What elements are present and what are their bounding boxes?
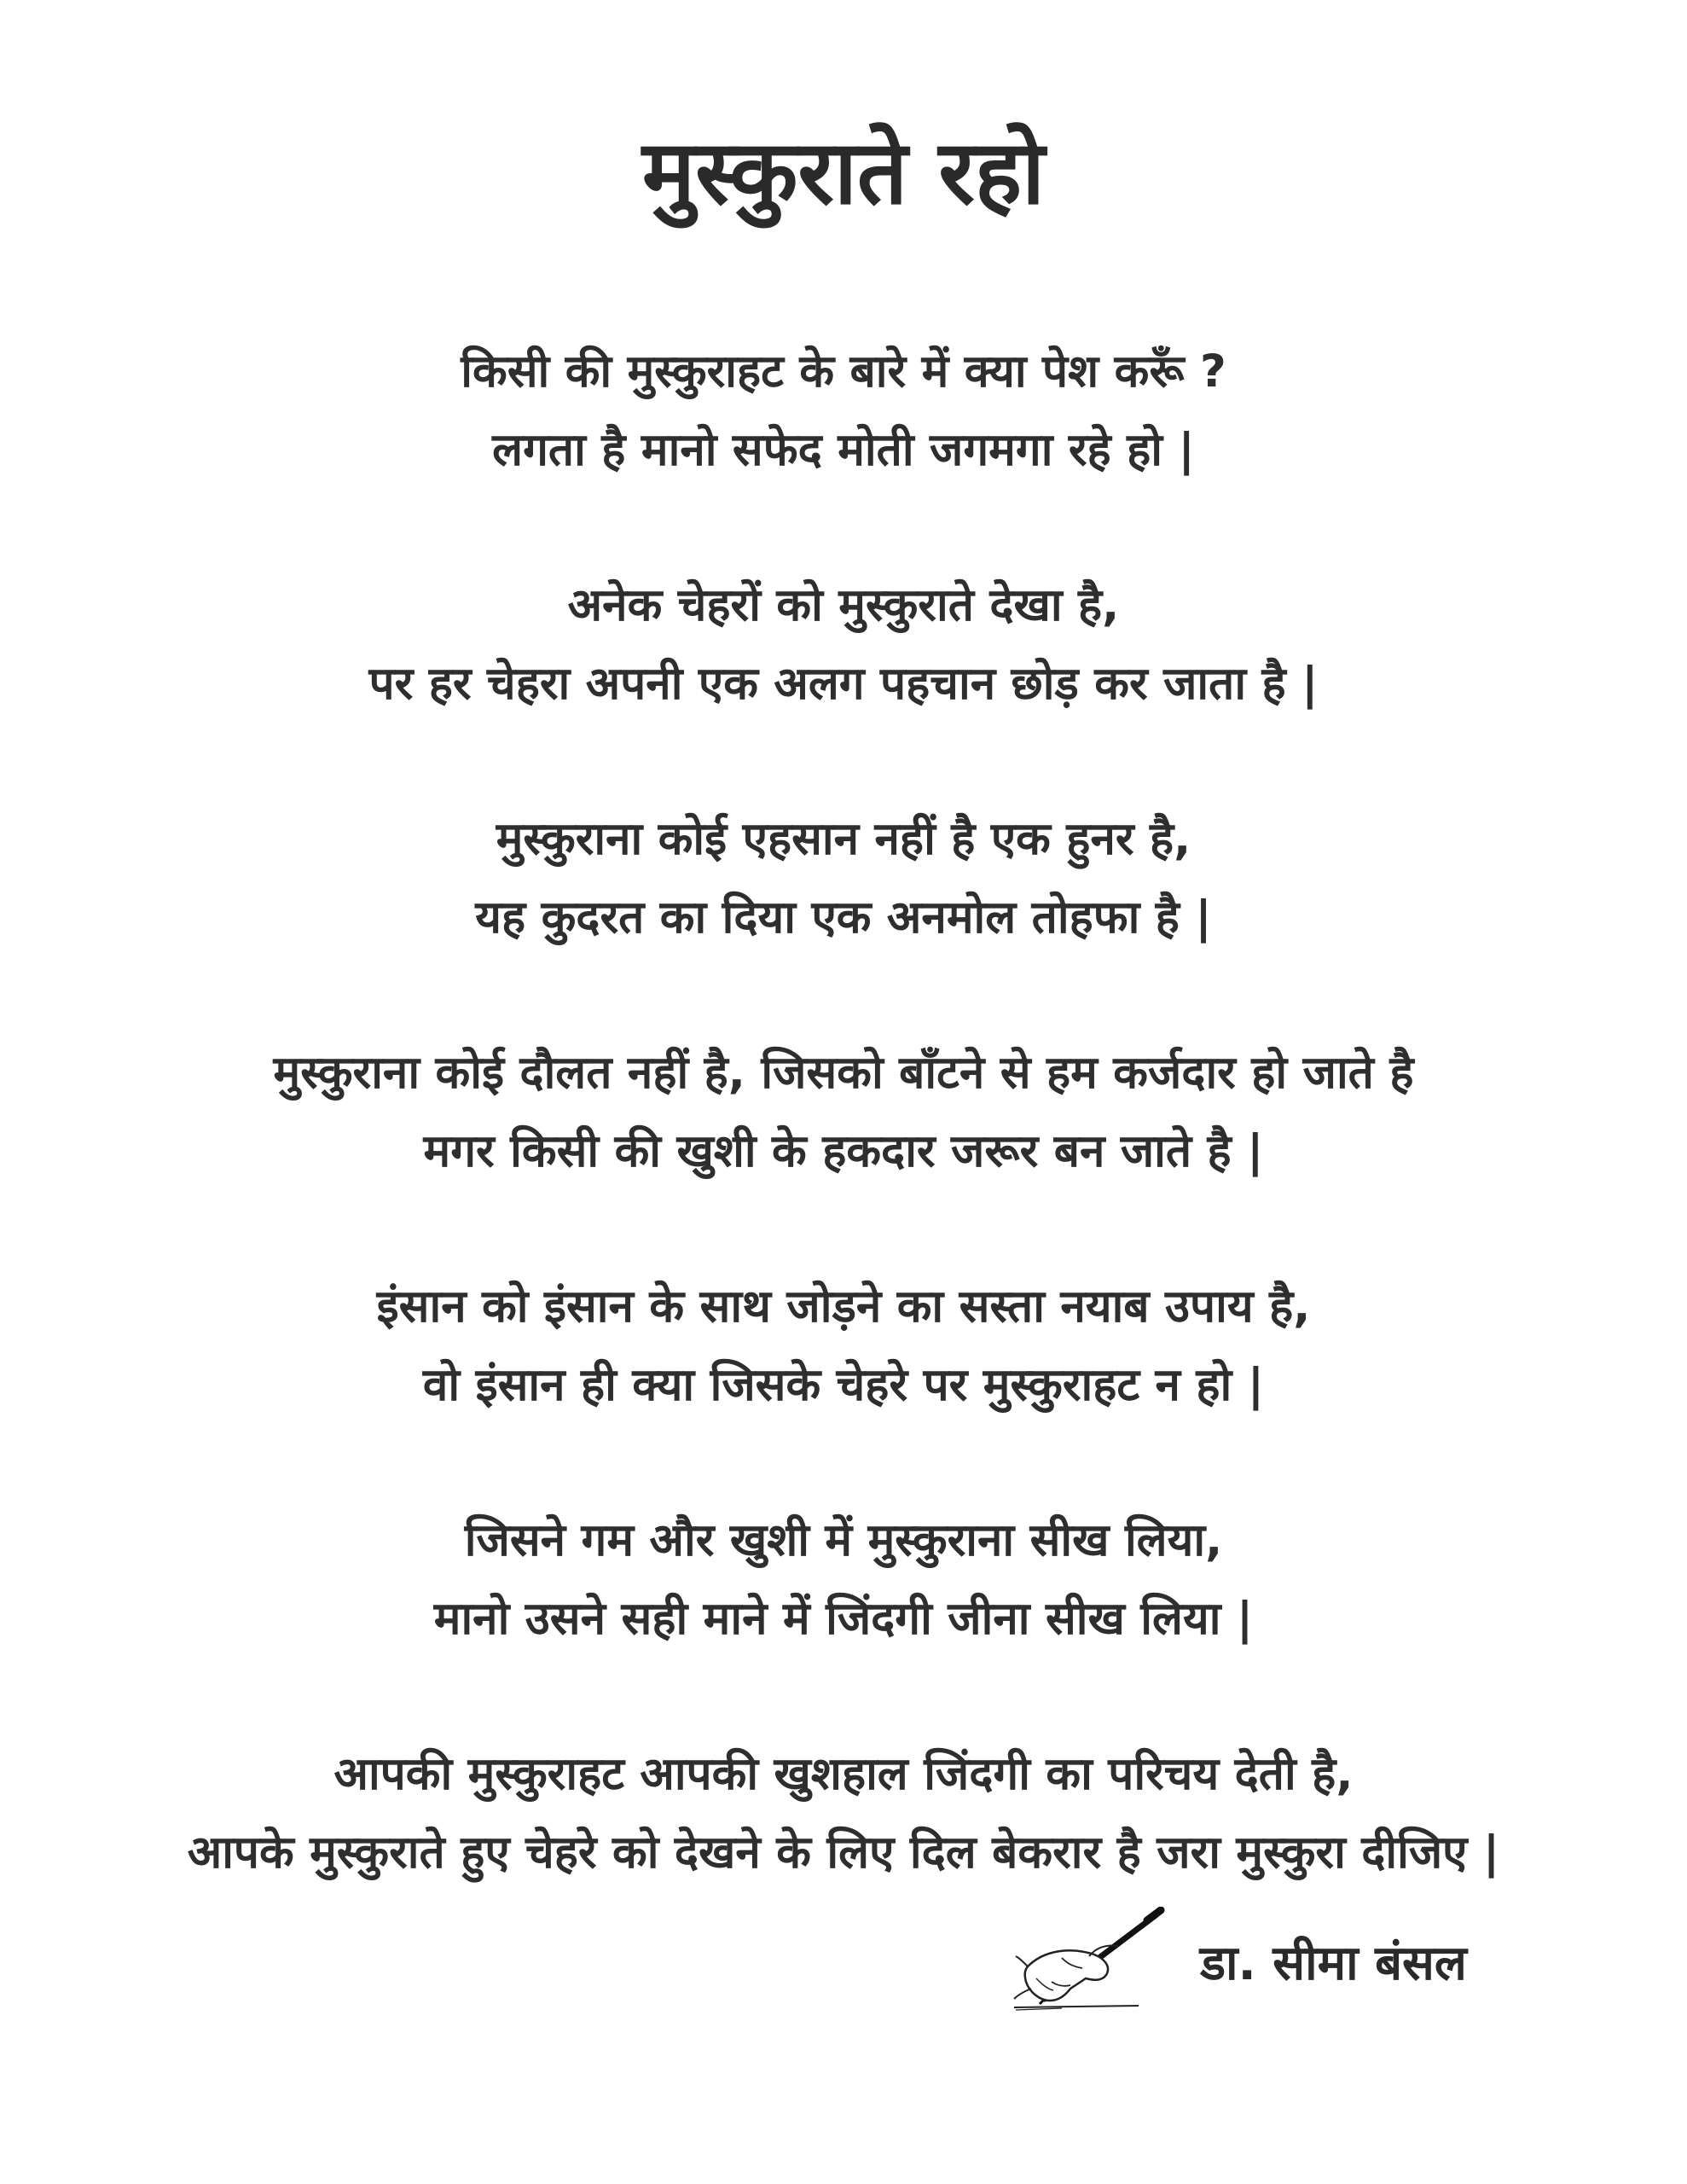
hand-writing-with-pen-icon — [1011, 1907, 1173, 2018]
poem-line: आपकी मुस्कुराहट आपकी खुशहाल जिंदगी का परिचय देती है, — [333, 1748, 1354, 1800]
poem-title: मुस्कुराते रहो — [641, 120, 1046, 224]
poem-line: मानो उसने सही माने में जिंदगी जीना सीख लिया | — [433, 1593, 1254, 1645]
poem-line: इंसान को इंसान के साथ जोड़ने का सस्ता नयाब उपाय है, — [376, 1281, 1311, 1333]
stanza — [51, 333, 1636, 490]
poem-line: मुस्कुराना कोई एहसान नहीं है एक हुनर है, — [496, 813, 1191, 865]
poem-line: वो इंसान ही क्या जिसके चेहरे पर मुस्कुराहट न हो | — [422, 1359, 1265, 1411]
poem-line: जिसने गम और खुशी में मुस्कुराना सीख लिया, — [464, 1514, 1223, 1566]
poem-line: पर हर चेहरा अपनी एक अलग पहचान छोड़ कर जाता है | — [368, 658, 1319, 710]
poem-body — [51, 333, 1636, 1969]
stanza — [51, 800, 1636, 957]
poem-line: किसी की मुस्कुराहट के बारे में क्या पेश करूँ ? — [461, 346, 1226, 398]
stanza — [51, 1502, 1636, 1658]
poem-line: यह कुदरत का दिया एक अनमोल तोहफा है | — [475, 892, 1212, 944]
poem-line: मुस्कुराना कोई दौलत नहीं है, जिसको बाँटने से हम कर्जदार हो जाते है — [273, 1047, 1414, 1099]
poem-line: आपके मुस्कुराते हुए चेहरे को देखने के लिए दिल बेकरार है जरा मुस्कुरा दीजिए | — [187, 1827, 1500, 1879]
poem-line: लगता है मानो सफेद मोती जगमगा रहे हो | — [492, 424, 1195, 476]
poem-line: अनेक चेहरों को मुस्कुराते देखा है, — [567, 579, 1120, 631]
stanza — [51, 1034, 1636, 1191]
stanza — [51, 1268, 1636, 1425]
signature-block — [1011, 1907, 1557, 2018]
stanza — [51, 1735, 1636, 1892]
poem-line: मगर किसी की खुशी के हकदार जरूर बन जाते है | — [423, 1125, 1264, 1177]
author-name: डा. सीमा बंसल — [1200, 1936, 1467, 1991]
stanza — [51, 566, 1636, 723]
